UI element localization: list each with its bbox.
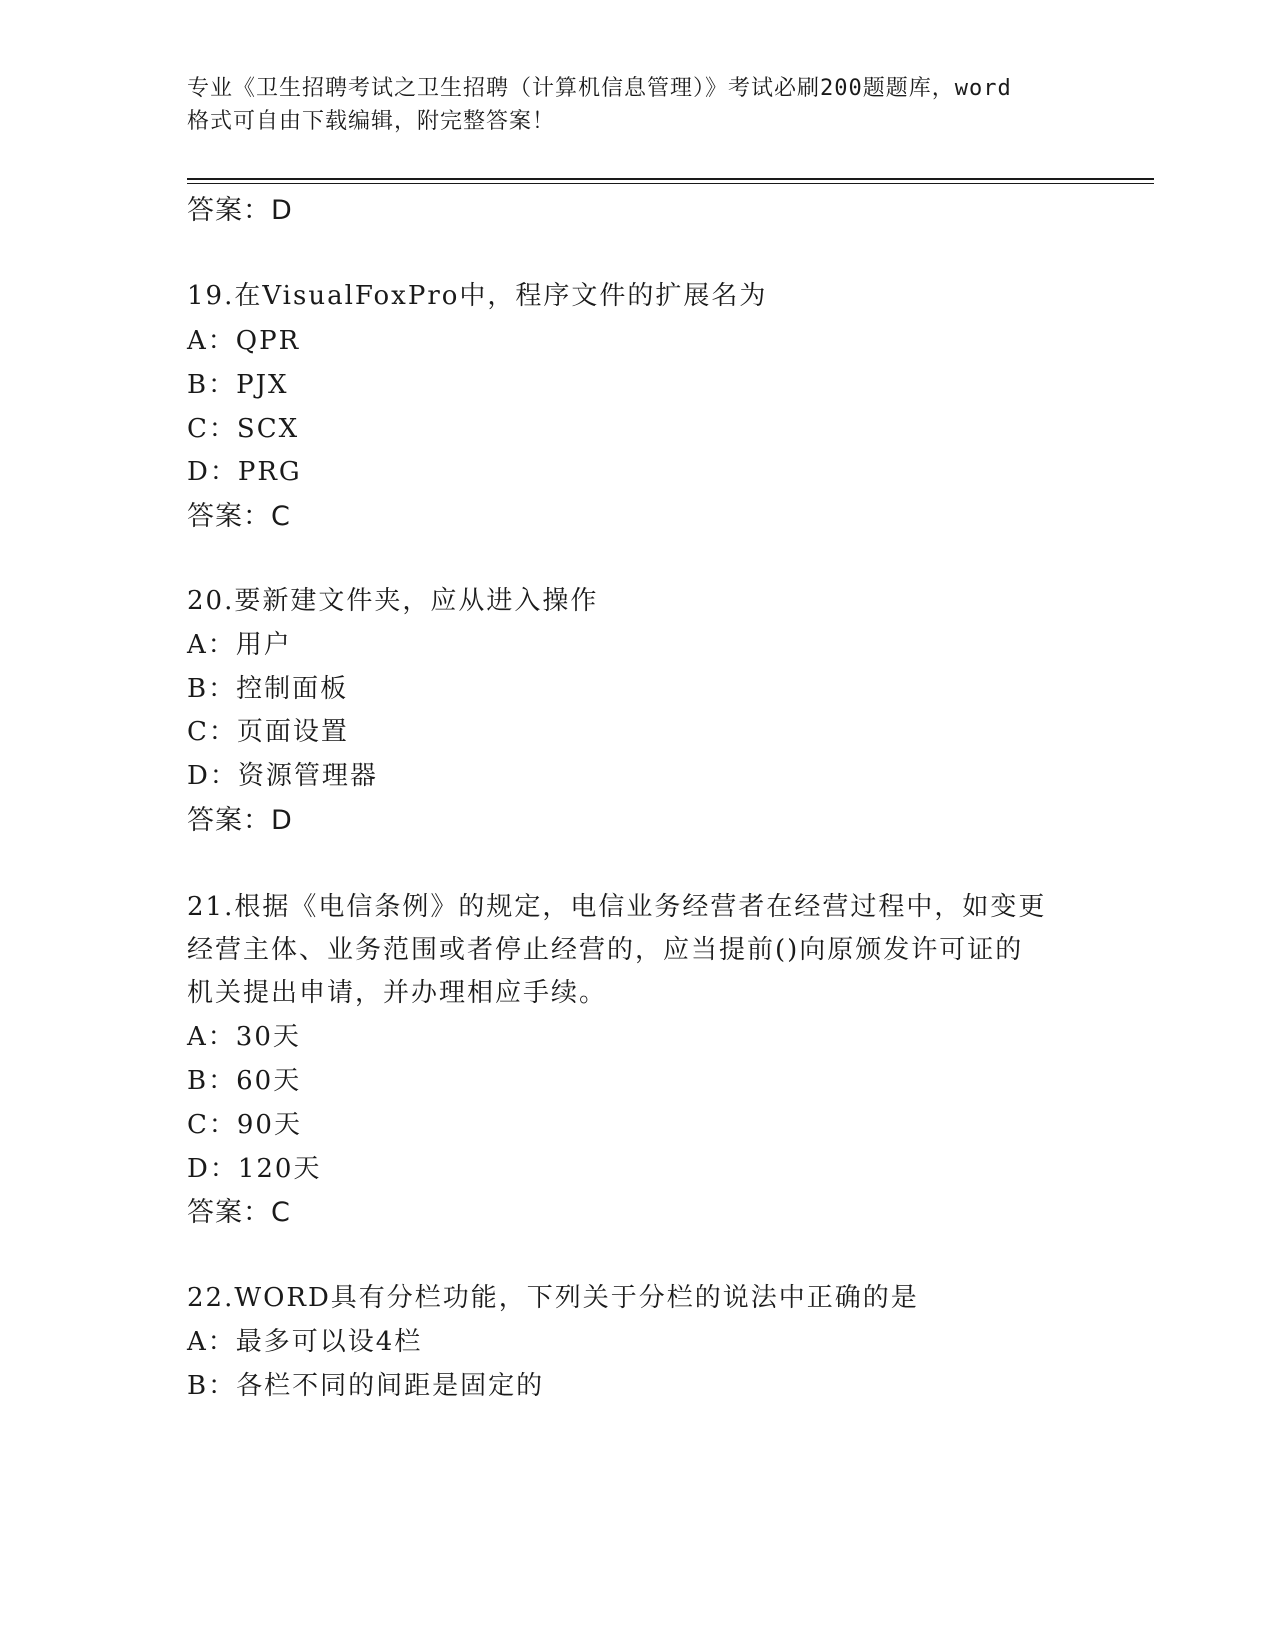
question-19-option-d: D：PRG [187, 457, 302, 487]
question-21-option-a: A：30天 [187, 1022, 301, 1052]
header-rule-thick [187, 178, 1154, 180]
header-line-2: 格式可自由下载编辑，附完整答案！ [187, 109, 556, 134]
question-19-option-b: B：PJX [187, 370, 289, 400]
question-20-option-a: A：用户 [187, 630, 292, 660]
question-19-option-a: A：QPR [187, 326, 301, 356]
question-21-text-line-1: 21.根据《电信条例》的规定，电信业务经营者在经营过程中，如变更 [187, 892, 1047, 922]
question-21-text-line-2: 经营主体、业务范围或者停止经营的，应当提前()向原颁发许可证的 [187, 935, 1024, 965]
question-20-option-d: D：资源管理器 [187, 761, 378, 791]
question-21-text-line-3: 机关提出申请，并办理相应手续。 [187, 978, 608, 1008]
question-22-option-b: B：各栏不同的间距是固定的 [187, 1371, 545, 1401]
document-header [187, 72, 1087, 138]
question-20-text: 20.要新建文件夹，应从进入操作 [187, 586, 599, 616]
question-19-answer: 答案：C [187, 501, 291, 532]
question-21-option-c: C：90天 [187, 1110, 302, 1140]
question-20-answer: 答案：D [187, 805, 293, 836]
question-20-option-b: B：控制面板 [187, 674, 349, 704]
question-22-text: 22.WORD具有分栏功能，下列关于分栏的说法中正确的是 [187, 1283, 919, 1313]
header-line-1: 专业《卫生招聘考试之卫生招聘（计算机信息管理）》考试必刷200题题库，word [187, 76, 1012, 101]
header-rule-thin [187, 183, 1154, 184]
question-22-option-a: A：最多可以设4栏 [187, 1327, 423, 1357]
question-19-text: 19.在VisualFoxPro中，程序文件的扩展名为 [187, 281, 768, 311]
question-21-option-d: D：120天 [187, 1154, 322, 1184]
question-21-option-b: B：60天 [187, 1066, 302, 1096]
question-20-option-c: C：页面设置 [187, 717, 349, 747]
question-21-answer: 答案：C [187, 1197, 291, 1228]
previous-answer: 答案：D [187, 195, 293, 226]
question-19-option-c: C：SCX [187, 414, 300, 444]
